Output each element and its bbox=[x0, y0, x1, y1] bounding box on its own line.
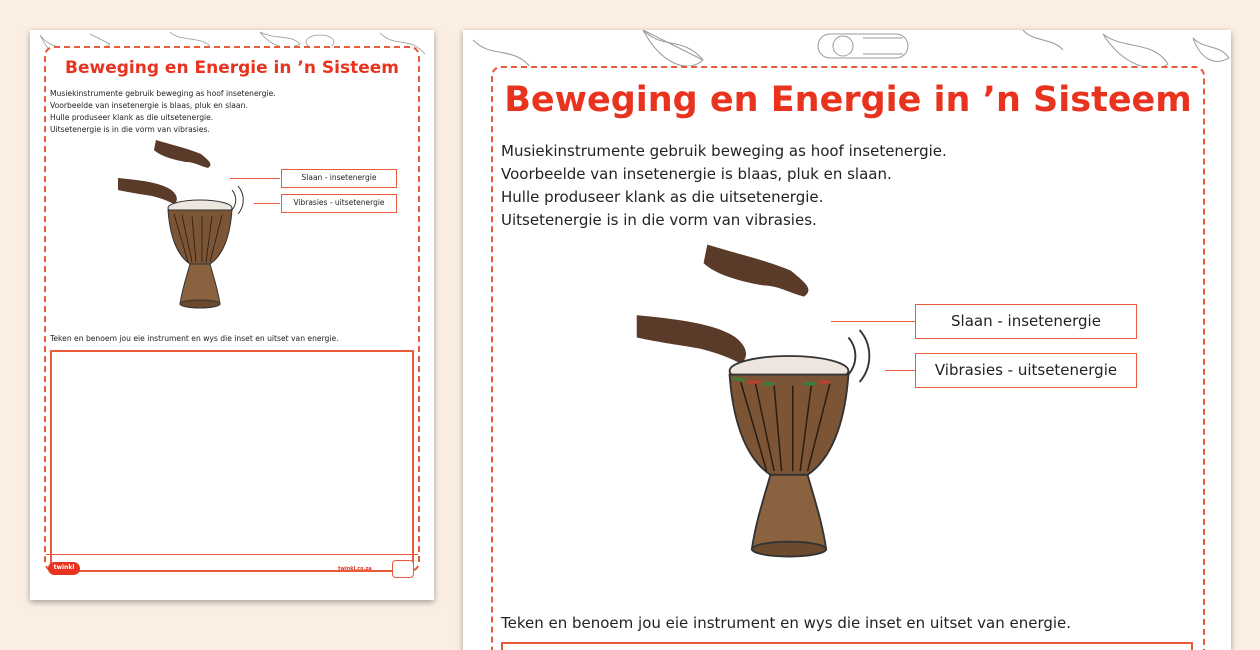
drawing-area[interactable] bbox=[50, 350, 414, 572]
intro-line: Uitsetenergie is in die vorm van vibrasies. bbox=[50, 125, 210, 134]
hand-striking-icon bbox=[154, 140, 210, 168]
intro-line: Musiekinstrumente gebruik beweging as hoof insetenergie. bbox=[501, 142, 947, 160]
leader-line-input bbox=[831, 321, 915, 322]
label-input-energy: Slaan - insetenergie bbox=[281, 169, 397, 188]
intro-line: Hulle produseer klank as die uitsetenergie. bbox=[50, 113, 214, 122]
drawing-area[interactable] bbox=[501, 642, 1193, 650]
hand-striking-icon bbox=[704, 245, 809, 297]
intro-text bbox=[501, 140, 947, 232]
footer-divider bbox=[46, 554, 418, 555]
djembe-drum-illustration bbox=[633, 238, 893, 578]
worksheet-panel bbox=[491, 66, 1205, 650]
djembe-drum-illustration bbox=[116, 138, 256, 318]
hand-on-drum-icon bbox=[637, 315, 746, 363]
label-output-energy: Vibrasies - uitsetenergie bbox=[915, 353, 1137, 388]
hand-on-drum-icon bbox=[118, 178, 177, 204]
intro-line: Voorbeelde van insetenergie is blaas, pluk en slaan. bbox=[501, 165, 892, 183]
worksheet-thumbnail[interactable] bbox=[30, 30, 434, 600]
intro-line: Hulle produseer klank as die uitsetenergie. bbox=[501, 188, 824, 206]
worksheet-panel bbox=[44, 46, 420, 572]
twinkl-logo: twinkl bbox=[48, 562, 80, 575]
intro-line: Voorbeelde van insetenergie is blaas, pluk en slaan. bbox=[50, 101, 248, 110]
footer-url: twinkl.co.za bbox=[338, 566, 372, 572]
worksheet-title: Beweging en Energie in ’n Sisteem bbox=[65, 58, 399, 78]
intro-text bbox=[50, 88, 276, 136]
worksheet-title: Beweging en Energie in ’n Sisteem bbox=[504, 80, 1192, 120]
leader-line-output bbox=[885, 370, 915, 371]
drawing-instruction: Teken en benoem jou eie instrument en wys die inset en uitset van energie. bbox=[50, 334, 339, 343]
intro-line: Musiekinstrumente gebruik beweging as hoof insetenergie. bbox=[50, 89, 276, 98]
vibration-lines-icon bbox=[848, 330, 869, 382]
worksheet-preview[interactable] bbox=[463, 30, 1231, 650]
footer-badge-icon bbox=[392, 560, 414, 578]
drawing-instruction: Teken en benoem jou eie instrument en wys die inset en uitset van energie. bbox=[501, 614, 1072, 632]
label-input-energy: Slaan - insetenergie bbox=[915, 304, 1137, 339]
djembe-drum-icon bbox=[730, 356, 849, 557]
vibration-lines-icon bbox=[232, 186, 243, 214]
leader-line-input bbox=[230, 178, 280, 179]
label-output-energy: Vibrasies - uitsetenergie bbox=[281, 194, 397, 213]
djembe-drum-icon bbox=[168, 200, 232, 308]
leader-line-output bbox=[254, 203, 280, 204]
intro-line: Uitsetenergie is in die vorm van vibrasies. bbox=[501, 211, 817, 229]
